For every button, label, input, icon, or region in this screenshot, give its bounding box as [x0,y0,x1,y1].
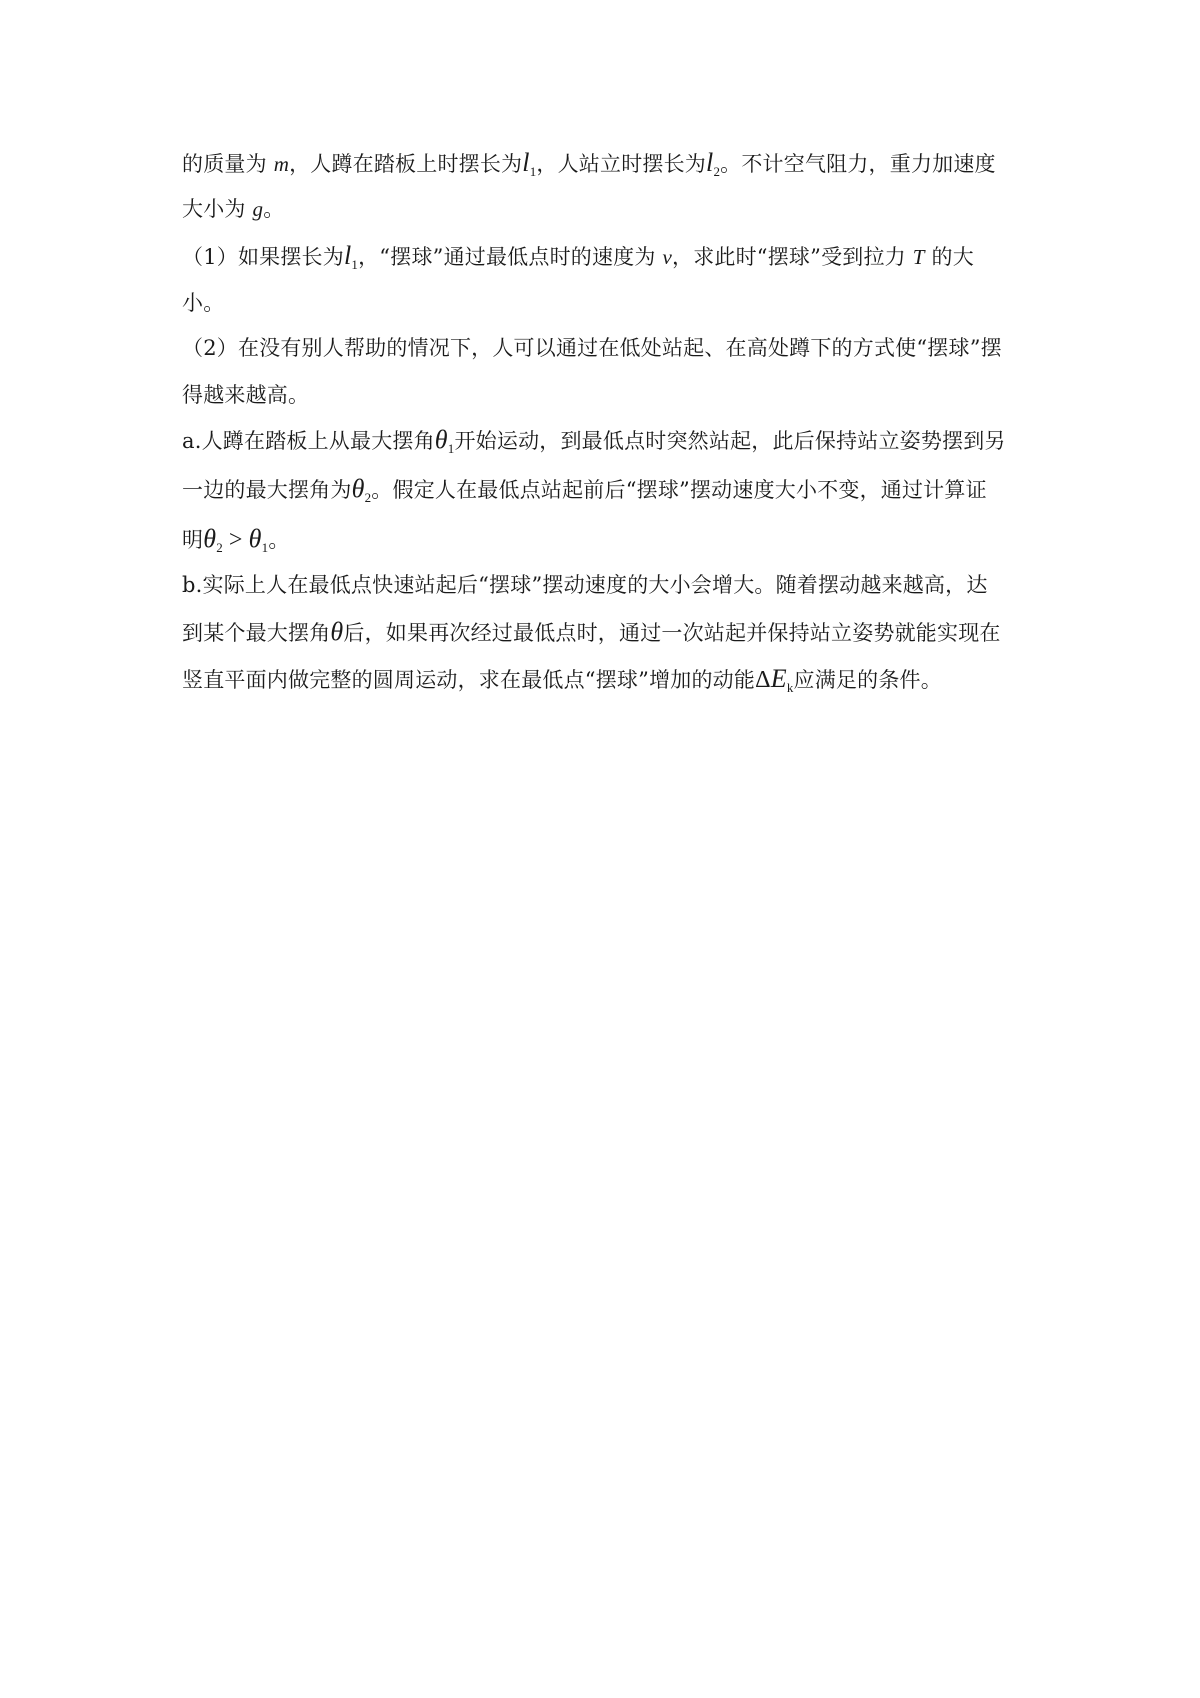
text-segment: 得越来越高。 [182,383,310,407]
text-segment: 应满足的条件。 [793,668,942,692]
text-segment: （1）如果摆长为 [182,245,344,269]
text-segment: 。不计空气阻力，重力加速度 [720,152,996,176]
text-line-2 [182,194,1022,224]
variable-l: l [522,148,530,177]
text-line-1 [182,148,1022,187]
text-line-3 [182,241,1022,280]
variable-m: m [273,152,290,176]
variable-l: l [706,148,714,177]
subscript: k [786,680,794,695]
text-segment: 后，如果再次经过最低点时，通过一次站起并保持站立姿势就能实现在 [343,621,1001,645]
variable-E: E [770,664,787,693]
subscript: 1 [261,540,269,555]
text-line-4 [182,288,1022,318]
text-segment: 竖直平面内做完整的圆周运动，求在最低点“摆球”增加的动能 [182,668,756,692]
variable-theta: θ [203,524,217,553]
greater-than-sign: > [228,527,243,553]
variable-theta: θ [434,425,448,454]
variable-T: T [912,245,925,269]
text-segment: 的质量为 [182,152,274,176]
variable-g: g [252,197,264,221]
text-segment: 大小为 [182,197,253,221]
text-segment: （2）在没有别人帮助的情况下，人可以通过在低处站起、在高处蹲下的方式使“摆球”摆 [182,336,1002,360]
variable-theta: θ [248,524,262,553]
text-segment: a.人蹲在踏板上从最大摆角 [182,429,435,453]
text-line-9 [182,524,1022,563]
text-segment: 。 [268,528,290,552]
variable-l: l [343,241,352,270]
variable-v: v [662,245,672,269]
text-segment: ，“摆球”通过最低点时的速度为 [358,245,663,269]
text-segment: ，人站立时摆长为 [536,152,707,176]
text-line-11 [182,617,1022,648]
text-segment: 。假定人在最低点站起前后“摆球”摆动速度大小不变，通过计算证 [371,478,987,502]
text-line-7 [182,425,1022,464]
text-line-12 [182,664,1022,703]
text-segment: ，人蹲在踏板上时摆长为 [289,152,523,176]
text-line-10 [182,570,1022,600]
subscript: 2 [713,164,721,179]
subscript: 1 [529,164,537,179]
text-segment: ，求此时“摆球”受到拉力 [672,245,913,269]
subscript: 2 [364,490,372,505]
text-segment: 明 [182,528,204,552]
text-segment: 开始运动，到最低点时突然站起，此后保持站立姿势摆到另 [454,429,1006,453]
text-line-5 [182,333,1022,363]
text-segment: b.实际上人在最低点快速站起后“摆球”摆动速度的大小会增大。随着摆动越来越高，达 [182,573,988,597]
text-line-6 [182,380,1022,410]
variable-theta: θ [330,617,344,646]
text-segment: 小。 [182,291,225,315]
text-segment: 的大 [924,245,974,269]
delta-symbol: Δ [755,667,771,693]
text-segment: 一边的最大摆角为 [182,478,352,502]
subscript: 2 [216,540,223,555]
text-segment: 到某个最大摆角 [182,621,331,645]
text-segment: 。 [263,197,285,221]
subscript: 1 [447,441,455,456]
text-line-8 [182,474,1022,513]
variable-theta: θ [351,474,365,503]
subscript: 1 [351,257,359,272]
